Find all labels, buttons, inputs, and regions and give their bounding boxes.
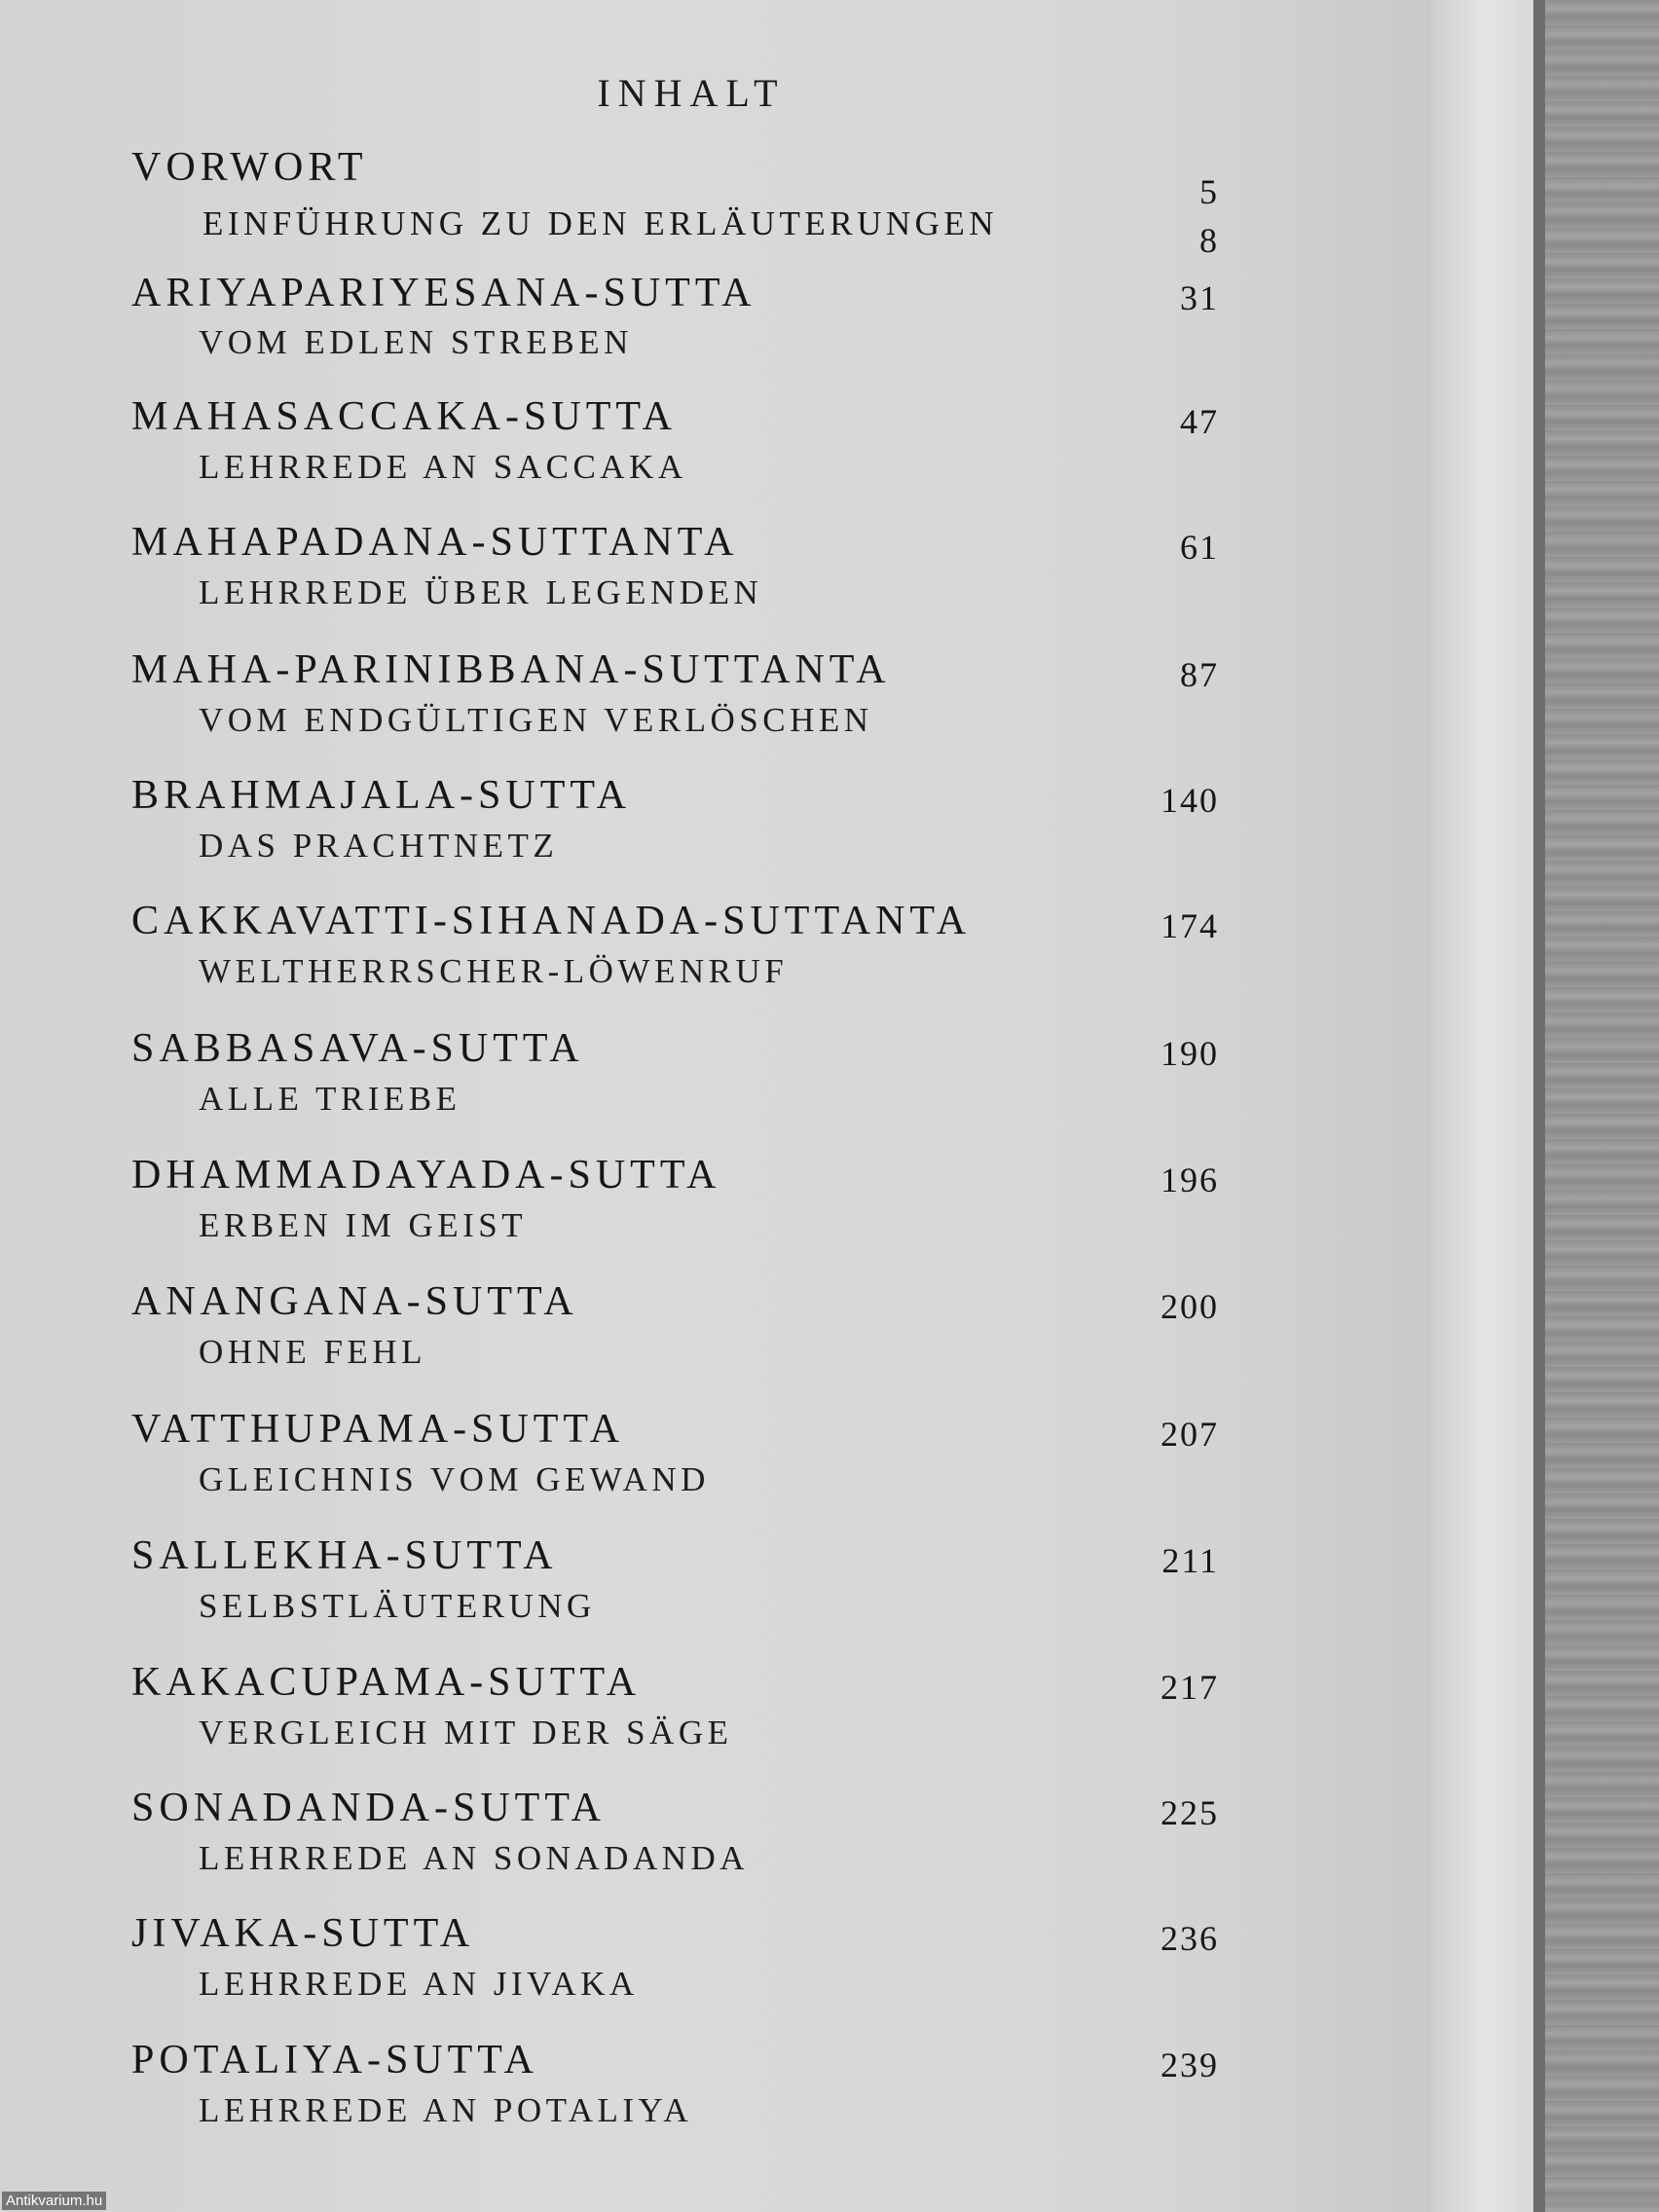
- entry-page: 47: [1180, 402, 1219, 441]
- entry-title: MAHASACCAKA-SUTTA: [131, 394, 678, 439]
- entry-subtitle: OHNE FEHL: [199, 1333, 426, 1371]
- entry-title: MAHAPADANA-SUTTANTA: [131, 520, 739, 565]
- entry-page: 61: [1180, 528, 1219, 567]
- entry-page: 140: [1161, 781, 1219, 820]
- entry-page: 207: [1161, 1415, 1219, 1454]
- entry-subtitle: GLEICHNIS VOM GEWAND: [199, 1460, 710, 1498]
- entry-title: VORWORT: [131, 145, 368, 190]
- table-surface: [1545, 0, 1659, 2212]
- entry-page: 5: [1199, 172, 1219, 211]
- entry-page: 211: [1161, 1541, 1219, 1580]
- entry-title: BRAHMAJALA-SUTTA: [131, 773, 631, 818]
- entry-page: 239: [1161, 2046, 1219, 2084]
- entry-title: VATTHUPAMA-SUTTA: [131, 1407, 625, 1452]
- entry-subtitle: ERBEN IM GEIST: [199, 1206, 528, 1244]
- entry-subtitle: LEHRREDE AN POTALIYA: [199, 2091, 693, 2129]
- entry-subtitle: LEHRREDE ÜBER LEGENDEN: [199, 573, 763, 611]
- entry-page: 87: [1180, 655, 1219, 694]
- entry-subtitle: VERGLEICH MIT DER SÄGE: [199, 1714, 733, 1751]
- entry-subtitle: LEHRREDE AN SONADANDA: [199, 1839, 750, 1877]
- entry-page: 196: [1161, 1161, 1219, 1199]
- entry-title: SALLEKHA-SUTTA: [131, 1533, 558, 1578]
- entry-page: 217: [1161, 1668, 1219, 1707]
- page-stack-edge: [1431, 0, 1538, 2212]
- entry-subtitle: LEHRREDE AN SACCAKA: [199, 448, 687, 486]
- entry-page: 31: [1180, 278, 1219, 317]
- entry-title: JIVAKA-SUTTA: [131, 1911, 475, 1956]
- entry-subtitle: LEHRREDE AN JIVAKA: [199, 1965, 639, 2003]
- entry-page: 8: [1199, 221, 1219, 260]
- entry-page: 190: [1161, 1034, 1219, 1073]
- entry-subtitle: VOM EDLEN STREBEN: [199, 323, 633, 361]
- entry-title: ARIYAPARIYESANA-SUTTA: [131, 271, 756, 315]
- entry-title: ANANGANA-SUTTA: [131, 1279, 578, 1324]
- entry-subtitle: WELTHERRSCHER-LÖWENRUF: [199, 952, 789, 990]
- entry-title: SONADANDA-SUTTA: [131, 1786, 606, 1830]
- entry-page: 200: [1161, 1287, 1219, 1326]
- entry-title: MAHA-PARINIBBANA-SUTTANTA: [131, 647, 891, 692]
- entry-title: SABBASAVA-SUTTA: [131, 1026, 584, 1071]
- entry-page: 236: [1161, 1919, 1219, 1958]
- entry-title: DHAMMADAYADA-SUTTA: [131, 1153, 721, 1198]
- entry-title: EINFÜHRUNG ZU DEN ERLÄUTERUNGEN: [203, 204, 999, 242]
- entry-page: 174: [1161, 906, 1219, 945]
- binding-shadow: [1533, 0, 1545, 2212]
- toc-heading: INHALT: [597, 71, 786, 115]
- watermark: Antikvarium.hu: [2, 2192, 106, 2210]
- entry-title: POTALIYA-SUTTA: [131, 2038, 538, 2083]
- entry-title: CAKKAVATTI-SIHANADA-SUTTANTA: [131, 899, 972, 943]
- entry-subtitle: SELBSTLÄUTERUNG: [199, 1587, 596, 1625]
- entry-subtitle: VOM ENDGÜLTIGEN VERLÖSCHEN: [199, 701, 873, 739]
- entry-title: KAKACUPAMA-SUTTA: [131, 1660, 642, 1705]
- entry-subtitle: DAS PRACHTNETZ: [199, 827, 559, 865]
- entry-page: 225: [1161, 1793, 1219, 1832]
- entry-subtitle: ALLE TRIEBE: [199, 1080, 461, 1118]
